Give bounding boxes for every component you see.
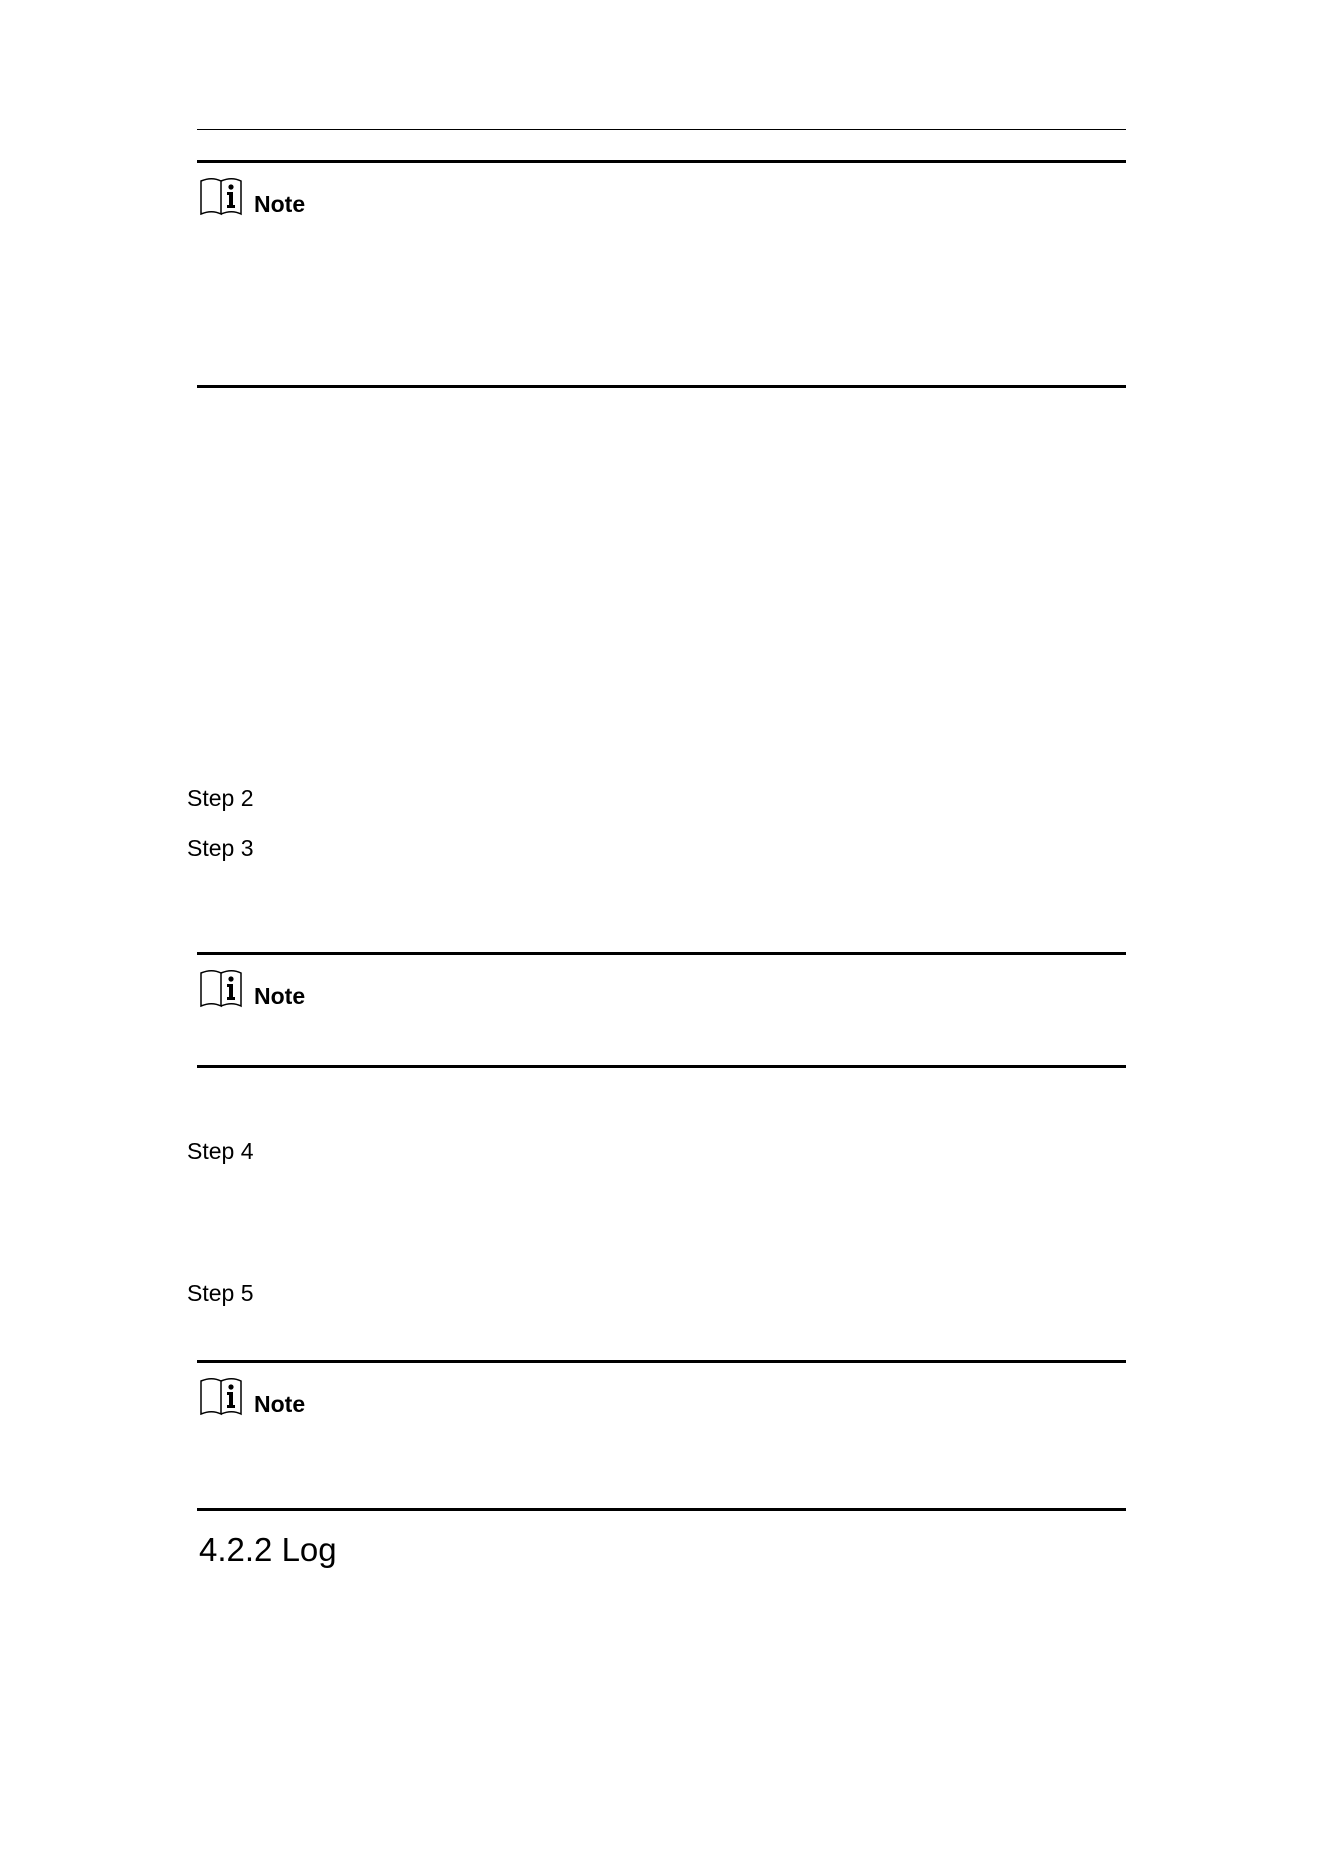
- info-book-icon: [199, 177, 255, 217]
- note-label: Note: [254, 191, 306, 217]
- step-label: Step 3: [187, 835, 254, 861]
- note-label: Note: [254, 1391, 306, 1417]
- step-label: Step 5: [187, 1280, 254, 1306]
- info-book-icon: [199, 1377, 255, 1417]
- section-heading: 4.2.2 Log: [199, 1531, 337, 1568]
- note-heading: [199, 175, 305, 217]
- note-heading: [199, 1375, 305, 1417]
- note-bottom-rule: [197, 385, 1126, 388]
- info-book-icon: [199, 969, 255, 1009]
- step-label: Step 4: [187, 1138, 254, 1164]
- note-top-rule: [197, 160, 1126, 163]
- note-top-rule: [197, 952, 1126, 955]
- note-bottom-rule: [197, 1065, 1126, 1068]
- note-label: Note: [254, 983, 306, 1009]
- header-rule: [197, 129, 1126, 130]
- note-top-rule: [197, 1360, 1126, 1363]
- step-label: Step 2: [187, 785, 254, 811]
- note-heading: [199, 967, 305, 1009]
- note-bottom-rule: [197, 1508, 1126, 1511]
